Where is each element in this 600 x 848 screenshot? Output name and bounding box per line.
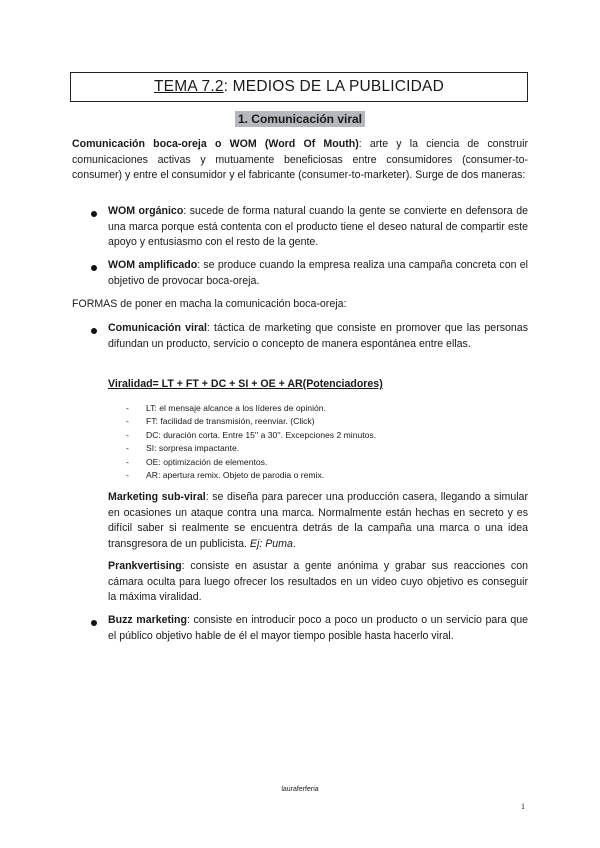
prankvertising-text: : consiste en asustar a gente anónima y grabar sus reacciones con cámara oculta para luego ofrecer los resultados en un video cuyo objetivo es conseguir la máxima viralidad. [108, 560, 528, 603]
viralidad-formula: Viralidad= LT + FT + DC + SI + OE + AR(Potenciadores) [108, 378, 383, 390]
list-item: - FT: facilidad de transmisión, reenviar. (Click) [126, 415, 376, 428]
footer-author: lauraferferia [281, 786, 319, 793]
list-item-term: Buzz marketing [108, 614, 187, 626]
list-item-term: WOM amplificado [108, 259, 198, 271]
formula-list [126, 402, 376, 482]
section-heading [0, 110, 600, 128]
subviral-paragraph [108, 490, 528, 552]
bullet-icon [91, 328, 97, 334]
bullet-icon [91, 211, 97, 217]
section-heading-text: 1. Comunicación viral [235, 111, 365, 127]
prankvertising-paragraph [108, 559, 528, 606]
page-title [70, 72, 528, 102]
list-item: - SI: sorpresa impactante. [126, 442, 376, 455]
list-item-wom-amplificado [108, 258, 528, 289]
list-item-text: : se produce cuando la empresa realiza una campaña concreta con el objetivo de provocar boca-oreja. [108, 259, 528, 287]
list-item: - DC: duración corta. Entre 15'' a 30''. Excepciones 2 minutos. [126, 429, 376, 442]
page-number: 1 [521, 802, 525, 811]
subviral-term: Marketing sub-viral [108, 491, 206, 503]
list-item: - AR: apertura remix. Objeto de parodia o remix. [126, 469, 376, 482]
list-item-text: : táctica de marketing que consiste en promover que las personas difundan un producto, servicio o concepto de manera espontánea entre ellas. [108, 322, 528, 350]
title-topic: TEMA 7.2 [154, 78, 224, 95]
intro-text: : arte y la ciencia de construir comunicaciones activas y mutuamente beneficiosas entre consumidores (consumer-to-consumer) y entre el consumidor y el fabricante (consumer-to-marketer). Surge de dos maneras: [72, 138, 528, 181]
list-item-term: Comunicación viral [108, 322, 207, 334]
list-item: - LT: el mensaje alcance a los líderes de opinión. [126, 402, 376, 415]
prankvertising-term: Prankvertising [108, 560, 182, 572]
intro-paragraph [72, 137, 528, 184]
subviral-text: : se diseña para parecer una producción casera, llegando a simular en ocasiones un ataque contra una marca. Normalmente están hechas en secreto y es difícil saber si realmente se encuentra detrás de la campaña una marca o una idea transgresora de un publicista. [108, 491, 528, 550]
formas-intro: FORMAS de poner en macha la comunicación boca-oreja: [72, 298, 347, 310]
subviral-example: Ej: Puma [249, 537, 293, 550]
list-item-wom-organico [108, 204, 528, 251]
list-item: - OE: optimización de elementos. [126, 456, 376, 469]
list-item-comunicacion-viral [108, 321, 528, 352]
intro-term: Comunicación boca-oreja o WOM (Word Of Mouth) [72, 138, 359, 150]
list-item-text: : sucede de forma natural cuando la gente se convierte en defensora de una marca porque está contenta con el producto tiene el deseo natural de compartir este apoyo y entusiasmo con el resto de la gente. [108, 205, 528, 248]
list-item-buzz-marketing [108, 613, 528, 644]
list-item-term: WOM orgánico [108, 205, 184, 217]
title-text: : MEDIOS DE LA PUBLICIDAD [223, 78, 444, 95]
bullet-icon [91, 620, 97, 626]
subviral-end: . [292, 537, 296, 550]
list-item-text: : consiste en introducir poco a poco un producto o un servicio para que el público objetivo hable de él el mayor tiempo posible hasta hacerlo viral. [108, 614, 528, 642]
bullet-icon [91, 265, 97, 271]
